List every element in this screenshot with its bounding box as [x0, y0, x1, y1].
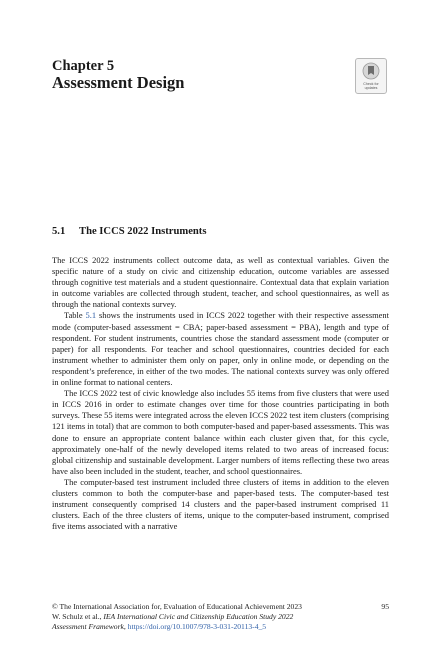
paragraph-4: The computer-based test instrument included three clusters of items in addition to the eleven clusters common to both the computer-base and paper-based tests. The computer-based test instrument consequently comprised 14 clusters and the paper-based instrument comprised 11 clusters. Each of the three clusters of items, unique to the computer-based instrument, comprised five items associated with a narrative — [52, 476, 389, 532]
doi-link[interactable]: https://doi.org/10.1007/978-3-031-20113-4_5 — [127, 622, 267, 631]
body-text — [52, 255, 389, 532]
paragraph-2-rest: shows the instruments used in ICCS 2022 together with their respective assessment mode (computer-based assessment = CBA; paper-based assessment = PBA), length and type of respondent. For student instruments, countries chose the standard assessment mode (computer or paper) for all respondents. For teacher and school questionnaires, countries decided for each instrument whether to administer them only on paper, only in online mode, or depending on the respondent’s preference, in either of the two modes. The national contexts survey was only offered in online format to national centers. — [52, 310, 389, 388]
section-title: The ICCS 2022 Instruments — [79, 226, 207, 237]
paragraph-2-lead: Table — [64, 310, 86, 321]
page-footer — [52, 602, 389, 632]
book-subtitle: Assessment Framework — [52, 622, 124, 631]
copyright-notice: © The International Association for, Evaluation of Educational Achievement 2023 — [52, 602, 302, 611]
section-number: 5.1 — [52, 226, 66, 237]
authors: W. Schulz et al., — [52, 612, 104, 621]
page-number: 95 — [381, 602, 389, 611]
section-heading — [52, 226, 206, 237]
badge-text: Check for updates — [363, 82, 379, 90]
footer-separator: , — [123, 622, 128, 631]
check-for-updates-icon — [362, 62, 380, 81]
book-title: IEA International Civic and Citizenship Education Study 2022 — [103, 612, 294, 621]
chapter-title: Assessment Design — [52, 73, 185, 92]
table-reference-link[interactable]: 5.1 — [85, 310, 97, 321]
paragraph-1: The ICCS 2022 instruments collect outcome data, as well as contextual variables. Given the specific nature of a study on civic and citizenship education, outcome variables are assessed through cognitive test materials and a student questionnaire. Contextual data that explain variation in outcome variables are collected through student, teacher, and school questionnaires, as well as through the national contexts survey. — [52, 255, 389, 310]
paragraph-2 — [52, 310, 389, 388]
paragraph-3: The ICCS 2022 test of civic knowledge also includes 55 items from five clusters that were used in ICCS 2016 in order to estimate changes over time for those countries participating in both surveys. These 55 items were integrated across the eleven ICCS 2022 test item clusters (comprising 121 items in total) that are common to both computer-based and paper-based assessments. This was done to ensure an appropriate content balance within each cluster given that, for this cycle, approximately one-half of the newly developed items related to two areas of increased focus: global citizenship and sustainable development. Larger numbers of items reflecting these two areas have also been included in the student, teacher, and school questionnaires. — [52, 388, 389, 476]
check-for-updates-badge[interactable] — [355, 58, 387, 94]
chapter-label: Chapter 5 — [52, 58, 115, 74]
